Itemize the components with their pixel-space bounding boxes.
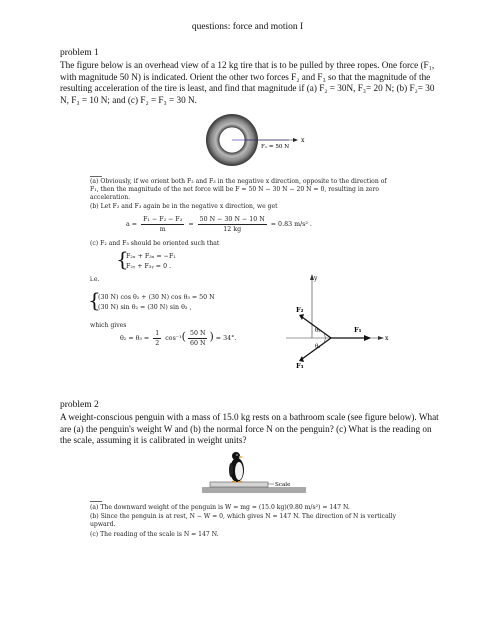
- force-diagram: [282, 272, 394, 370]
- bathroom-scale: [210, 482, 268, 487]
- tire-figure: [175, 112, 315, 170]
- p1-solution-a: (a) Obviously, if we orient both F₂ and F₃ in the negative x direction, opposite to the direction of F₁, then the magnitude of the net force will be F = 50 N − 30 N − 20 N = 0, resulting in zero acceleration.: [90, 178, 387, 202]
- problem1-heading: problem 1: [60, 48, 99, 58]
- f1-label: F₁ = 50 N: [261, 144, 290, 150]
- x-axis-label-diagram: x: [385, 335, 389, 342]
- f1-vector-label: F₁: [354, 326, 362, 334]
- p2-solution-a: (a) The downward weight of the penguin is W = mg = (15.0 kg)(9.80 m/s²) = 147 N.: [90, 504, 350, 511]
- p1-equation-c: θ₂ = θ₃ = $\frac{1}{2}$ cos⁻¹( $\frac{50 N}{60 N}$ ) = 34°.: [120, 330, 237, 347]
- page-title: questions: force and motion I: [191, 22, 304, 32]
- problem2-text: A weight-conscious penguin with a mass of 15.0 kg rests on a bathroom scale (see figure below). What are (a) the penguin's weight W and (b) the normal force N on the penguin? (c) What is the reading on the scale, assuming it is calibrated in weight units?: [60, 412, 439, 446]
- p1-equation-b: a = $\frac{\text{F₁ − F₂ − F₃}}{m}$ = $\frac{50 N - 30 N - 10 N}{12 kg}$ = 0.83 m/s² .: [126, 216, 312, 233]
- y-axis-label: y: [314, 275, 318, 282]
- problem2-heading: problem 2: [60, 400, 99, 410]
- which-gives-label: which gives: [90, 322, 127, 329]
- p2-solution-b: (b) Since the penguin is at rest, N − W = 0, which gives N = 147 N. The direction of N is vertically upward.: [90, 513, 397, 529]
- p2-solution-c: (c) The reading of the scale is N = 147 N.: [90, 531, 219, 538]
- f3-vector-label: F₃: [296, 362, 304, 370]
- x-axis-label: x: [301, 137, 305, 144]
- p1-solution-b: (b) Let F₂ and F₃ again be in the negative x direction, we get: [90, 203, 278, 210]
- penguin-icon: [229, 452, 244, 483]
- p1-solution-c: (c) F₂ and F₃ should be oriented such that: [90, 240, 220, 247]
- scale-label: Scale: [275, 482, 291, 488]
- penguin-figure: [200, 448, 310, 494]
- problem1-text: The figure below is an overhead view of a 12 kg tire that is to be pulled by three ropes. One force (F₁, with magnitude 50 N) is indicated. Orient the other two forces F₂ and F₃ so that the magnitude of the resulting acceleration of the tire is least, and find that magnitude if (a) F₂ = 30N, F₃= 20 N; (b) F₂= 30 N, F₃ = 10 N; and (c) F₂ = F₃ = 30 N.: [60, 60, 435, 105]
- f2-vector-label: F₂: [296, 306, 304, 314]
- theta2-label: θ₂: [315, 328, 321, 334]
- theta3-label: θ₃: [315, 344, 321, 350]
- ie-label: i.e.: [90, 276, 100, 283]
